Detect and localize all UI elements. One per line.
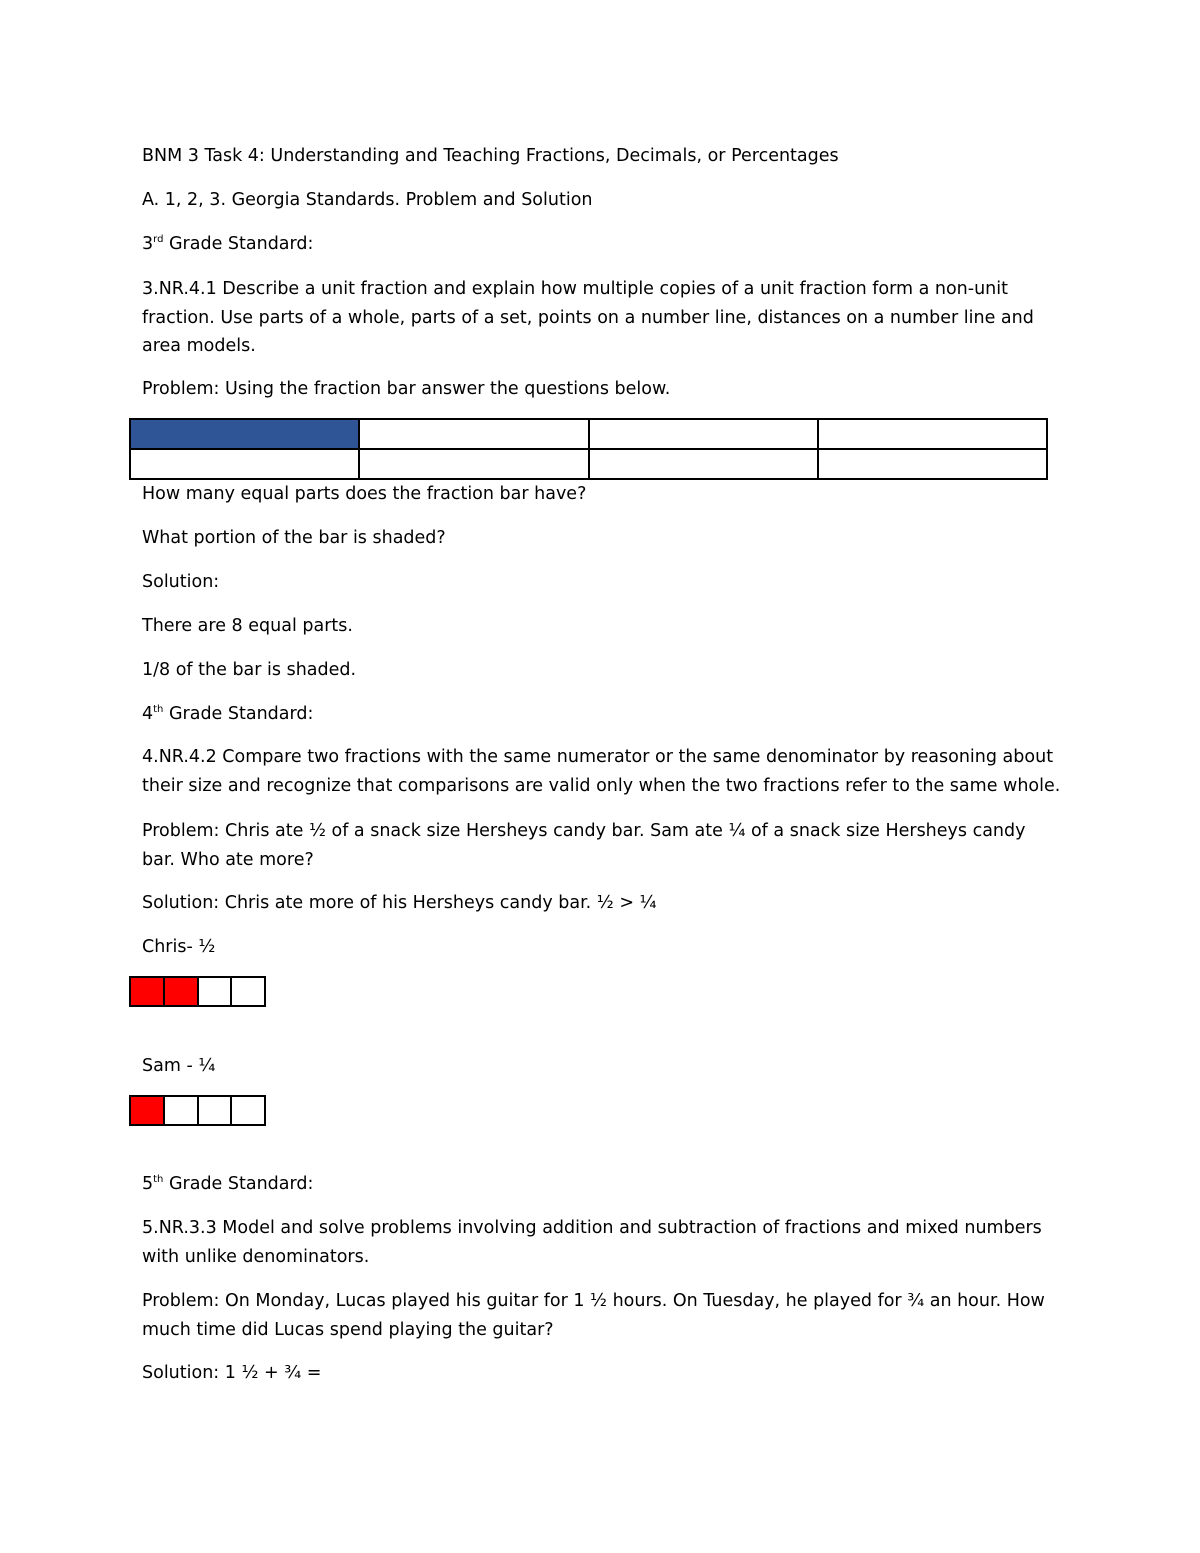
sam-candy-bar [129, 1095, 266, 1126]
grade3-heading-num: 3 [142, 234, 154, 254]
sam-bar-part-4 [232, 1097, 264, 1124]
grade3-answer-2: 1/8 of the bar is shaded. [142, 660, 357, 680]
grade4-heading [142, 700, 313, 728]
fraction-bar-part-5 [130, 449, 359, 479]
grade4-standard: 4.NR.4.2 Compare two fractions with the same numerator or the same denominator by reasoning about their size and recognize that comparisons are valid only when the two fractions refer to the same whole. [142, 747, 1061, 796]
grade5-standard: 5.NR.3.3 Model and solve problems involving addition and subtraction of fractions and mixed numbers with unlike denominators. [142, 1218, 1042, 1267]
chris-bar-part-3 [199, 978, 233, 1005]
fraction-bar-part-7 [589, 449, 818, 479]
fraction-bar-part-1 [130, 419, 359, 449]
grade5-solution: Solution: 1 ½ + ¾ = [142, 1363, 322, 1383]
grade3-answer-1: There are 8 equal parts. [142, 616, 353, 636]
chris-bar-part-2 [165, 978, 199, 1005]
chris-candy-bar [129, 976, 266, 1007]
grade3-solution-label: Solution: [142, 572, 220, 592]
chris-label: Chris- ½ [142, 937, 216, 957]
sam-bar-part-1 [131, 1097, 165, 1124]
sam-bar-part-2 [165, 1097, 199, 1124]
chris-bar-part-1 [131, 978, 165, 1005]
grade3-heading-sup: rd [153, 234, 164, 245]
grade5-heading [142, 1170, 313, 1198]
grade5-heading-sup: th [153, 1174, 164, 1185]
grade3-question-1: How many equal parts does the fraction bar have? [142, 484, 587, 504]
grade4-heading-num: 4 [142, 704, 154, 724]
chris-bar-part-4 [232, 978, 264, 1005]
grade3-standard: 3.NR.4.1 Describe a unit fraction and explain how multiple copies of a unit fraction form a non-unit fraction. Use parts of a whole, parts of a set, points on a number line, distances on a number line and area models. [142, 279, 1034, 356]
grade3-heading [142, 230, 313, 258]
grade5-heading-rest: Grade Standard: [163, 1174, 314, 1194]
grade4-problem: Problem: Chris ate ½ of a snack size Hersheys candy bar. Sam ate ¼ of a snack size Hersheys candy bar. Who ate more? [142, 821, 1026, 870]
grade4-heading-sup: th [153, 704, 164, 715]
grade3-question-2: What portion of the bar is shaded? [142, 528, 446, 548]
fraction-bar-part-4 [818, 419, 1047, 449]
fraction-bar-part-3 [589, 419, 818, 449]
document-title: BNM 3 Task 4: Understanding and Teaching Fractions, Decimals, or Percentages [142, 146, 839, 166]
fraction-bar-part-8 [818, 449, 1047, 479]
grade4-solution: Solution: Chris ate more of his Hersheys candy bar. ½ > ¼ [142, 893, 657, 913]
grade3-heading-rest: Grade Standard: [163, 234, 314, 254]
grade4-heading-rest: Grade Standard: [163, 704, 314, 724]
sam-label: Sam - ¼ [142, 1056, 216, 1076]
fraction-bar-part-2 [359, 419, 588, 449]
grade5-problem: Problem: On Monday, Lucas played his guitar for 1 ½ hours. On Tuesday, he played for ¾ an hour. How much time did Lucas spend playing the guitar? [142, 1291, 1045, 1340]
section-heading: A. 1, 2, 3. Georgia Standards. Problem and Solution [142, 190, 593, 210]
fraction-bar [129, 418, 1048, 480]
grade5-heading-num: 5 [142, 1174, 154, 1194]
sam-bar-part-3 [199, 1097, 233, 1124]
fraction-bar-part-6 [359, 449, 588, 479]
grade3-problem: Problem: Using the fraction bar answer the questions below. [142, 379, 671, 399]
